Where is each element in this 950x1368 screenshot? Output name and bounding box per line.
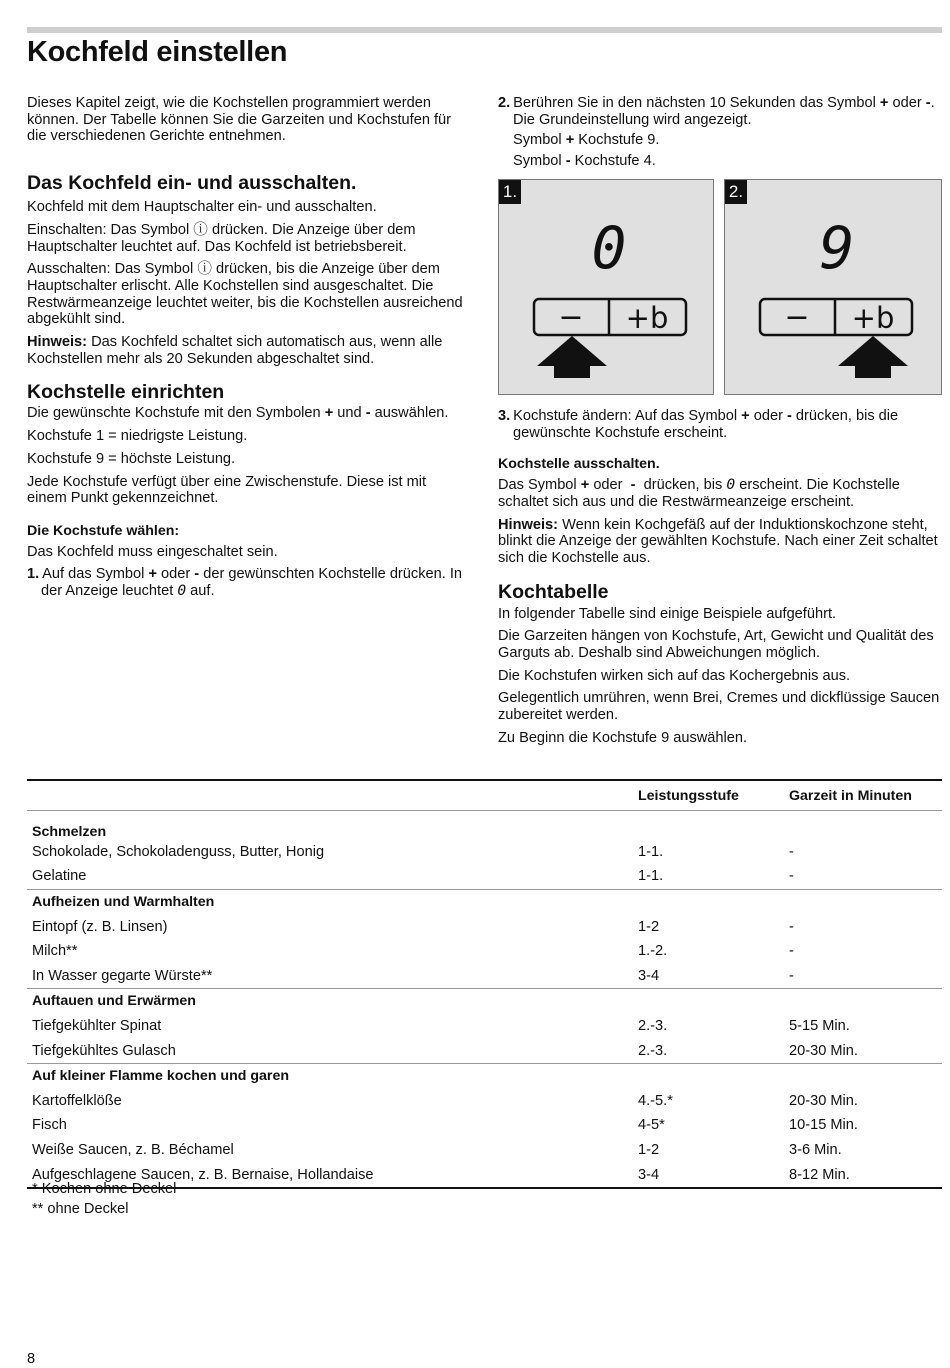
step-2: 2. Berühren Sie in den nächsten 10 Sekunden das Symbol + oder -. Die Grundeinstellung wird angezeigt. — [498, 95, 935, 128]
table-row: Kartoffelklöße 4.-5.* 20-30 Min. — [32, 1092, 858, 1109]
display-value: 0 — [591, 214, 627, 282]
table-header-row — [27, 780, 942, 811]
figure-number: 2. — [725, 180, 747, 204]
kt-p2: Die Garzeiten hängen von Kochstufe, Art, Gewicht und Qualität des Garguts ab. Deshalb sind Abweichungen möglich. — [498, 628, 934, 662]
power-icon: ⓘ — [197, 261, 212, 278]
display-zero-icon: 0 — [177, 582, 187, 600]
table-row: Weiße Saucen, z. B. Béchamel 1-2 3-6 Min. — [32, 1141, 842, 1158]
kt-p3: Die Kochstufen wirken sich auf das Kochergebnis aus. — [498, 667, 851, 684]
plus-booster-button: +b — [851, 301, 895, 335]
left-column — [27, 95, 467, 606]
step-2-line3: Symbol - Kochstufe 4. — [513, 153, 656, 170]
plus-booster-button: +b — [625, 301, 669, 335]
intro-paragraph: Dieses Kapitel zeigt, wie die Kochstellen programmiert werden können. Der Tabelle können Sie die Garzeiten und Kochstufen für die verschiedenen Gerichte entnehmen. — [27, 95, 452, 145]
kt-p1: In folgender Tabelle sind einige Beispiele aufgeführt. — [498, 605, 837, 622]
table-group-row: Aufheizen und Warmhalten — [27, 889, 942, 914]
table-group-row: Schmelzen — [32, 823, 107, 840]
top-rule — [27, 27, 942, 33]
column-header: Leistungsstufe — [633, 780, 784, 811]
section-heading-onoff: Das Kochfeld ein- und ausschalten. — [27, 172, 357, 195]
control-panel-illustration — [725, 180, 943, 396]
step-1: 1. Auf das Symbol + oder - der gewünschten Kochstelle drücken. In der Anzeige leuchtet 0 auf. — [27, 566, 463, 600]
table-row: Fisch 4-5* 10-15 Min. — [32, 1117, 858, 1134]
sub-heading-select: Die Kochstufe wählen: — [27, 522, 180, 539]
table-row: Milch** 1.-2. - — [32, 943, 794, 960]
table-row: Tiefgekühlter Spinat 2.-3. 5-15 Min. — [32, 1017, 850, 1034]
onoff-p3: Ausschalten: Das Symbol ⓘ drücken, bis die Anzeige über dem Hauptschalter erlischt. Alle Kochstellen sind ausgeschaltet. Die Restwärmeanzeige leuchtet weiter, bis die Kochstellen ausreichend abgekühlt sind. — [27, 261, 463, 328]
section-heading-setup: Kochstelle einrichten — [27, 381, 225, 404]
table-row: Schokolade, Schokoladenguss, Butter, Honig 1-1. - — [32, 843, 794, 860]
onoff-note: Hinweis: Das Kochfeld schaltet sich automatisch aus, wenn alle Kochstellen mehr als 20 Sekunden abgeschaltet sind. — [27, 334, 443, 367]
right-column-top — [498, 95, 942, 176]
off-paragraph: Das Symbol + oder - drücken, bis 0 erscheint. Die Kochstelle schaltet sich aus und die Restwärmeanzeige erscheint. — [498, 476, 900, 510]
step-2-line2: Symbol + Kochstufe 9. — [513, 132, 660, 149]
step-3: 3. Kochstufe ändern: Auf das Symbol + oder - drücken, bis die gewünschte Kochstufe erscheint. — [498, 408, 899, 441]
minus-button: − — [784, 300, 810, 335]
table-row: Tiefgekühltes Gulasch 2.-3. 20-30 Min. — [32, 1042, 858, 1059]
arrow-up-icon — [537, 336, 607, 378]
onoff-p1: Kochfeld mit dem Hauptschalter ein- und ausschalten. — [27, 199, 377, 216]
table-row: Gelatine 1-1. - — [32, 868, 794, 885]
right-column-bottom — [498, 408, 942, 753]
display-zero-icon: 0 — [726, 476, 736, 494]
control-panel-illustration — [499, 180, 715, 396]
column-header — [27, 780, 633, 811]
kt-p4: Gelegentlich umrühren, wenn Brei, Cremes und dickflüssige Saucen zubereitet werden. — [498, 690, 940, 724]
table-row: Aufgeschlagene Saucen, z. B. Bernaise, Hollandaise 3-4 8-12 Min. — [27, 1162, 942, 1188]
arrow-up-icon — [838, 336, 908, 378]
figure-2 — [724, 179, 942, 395]
display-value: 9 — [819, 214, 855, 282]
note-paragraph: Hinweis: Wenn kein Kochgefäß auf der Induktionskochzone steht, blinkt die Anzeige der gewählten Kochstufe. Nach einer Zeit schaltet sich die Kochstelle aus. — [498, 516, 938, 566]
setup-p3: Kochstufe 9 = höchste Leistung. — [27, 450, 236, 467]
table-group-row: Auftauen und Erwärmen — [27, 989, 942, 1014]
setup-p5: Das Kochfeld muss eingeschaltet sein. — [27, 543, 278, 560]
power-icon: ⓘ — [193, 221, 208, 238]
table-row: Eintopf (z. B. Linsen) 1-2 - — [32, 918, 794, 935]
figure-1 — [498, 179, 714, 395]
section-heading-kochtabelle: Kochtabelle — [498, 580, 609, 603]
setup-p4: Jede Kochstufe verfügt über eine Zwischenstufe. Diese ist mit einem Punkt gekennzeichnet. — [27, 473, 427, 507]
table-row: In Wasser gegarte Würste** 3-4 - — [32, 967, 794, 984]
footnote: ** ohne Deckel — [32, 1201, 129, 1217]
column-header: Garzeit in Minuten — [784, 780, 942, 811]
onoff-p2: Einschalten: Das Symbol ⓘ drücken. Die Anzeige über dem Hauptschalter leuchtet auf. Das Kochfeld ist betriebsbereit. — [27, 221, 416, 255]
page-number: 8 — [27, 1351, 36, 1367]
table-group-row: Auf kleiner Flamme kochen und garen — [27, 1063, 942, 1088]
minus-button: − — [558, 300, 584, 335]
cooking-table — [27, 779, 942, 1189]
footnote: * Kochen ohne Deckel — [32, 1181, 177, 1197]
page-title: Kochfeld einstellen — [27, 36, 288, 68]
figure-number: 1. — [499, 180, 521, 204]
sub-heading-off: Kochstelle ausschalten. — [498, 456, 660, 473]
setup-p1: Die gewünschte Kochstufe mit den Symbolen + und - auswählen. — [27, 405, 449, 422]
setup-p2: Kochstufe 1 = niedrigste Leistung. — [27, 428, 248, 445]
kt-p5: Zu Beginn die Kochstufe 9 auswählen. — [498, 729, 748, 746]
